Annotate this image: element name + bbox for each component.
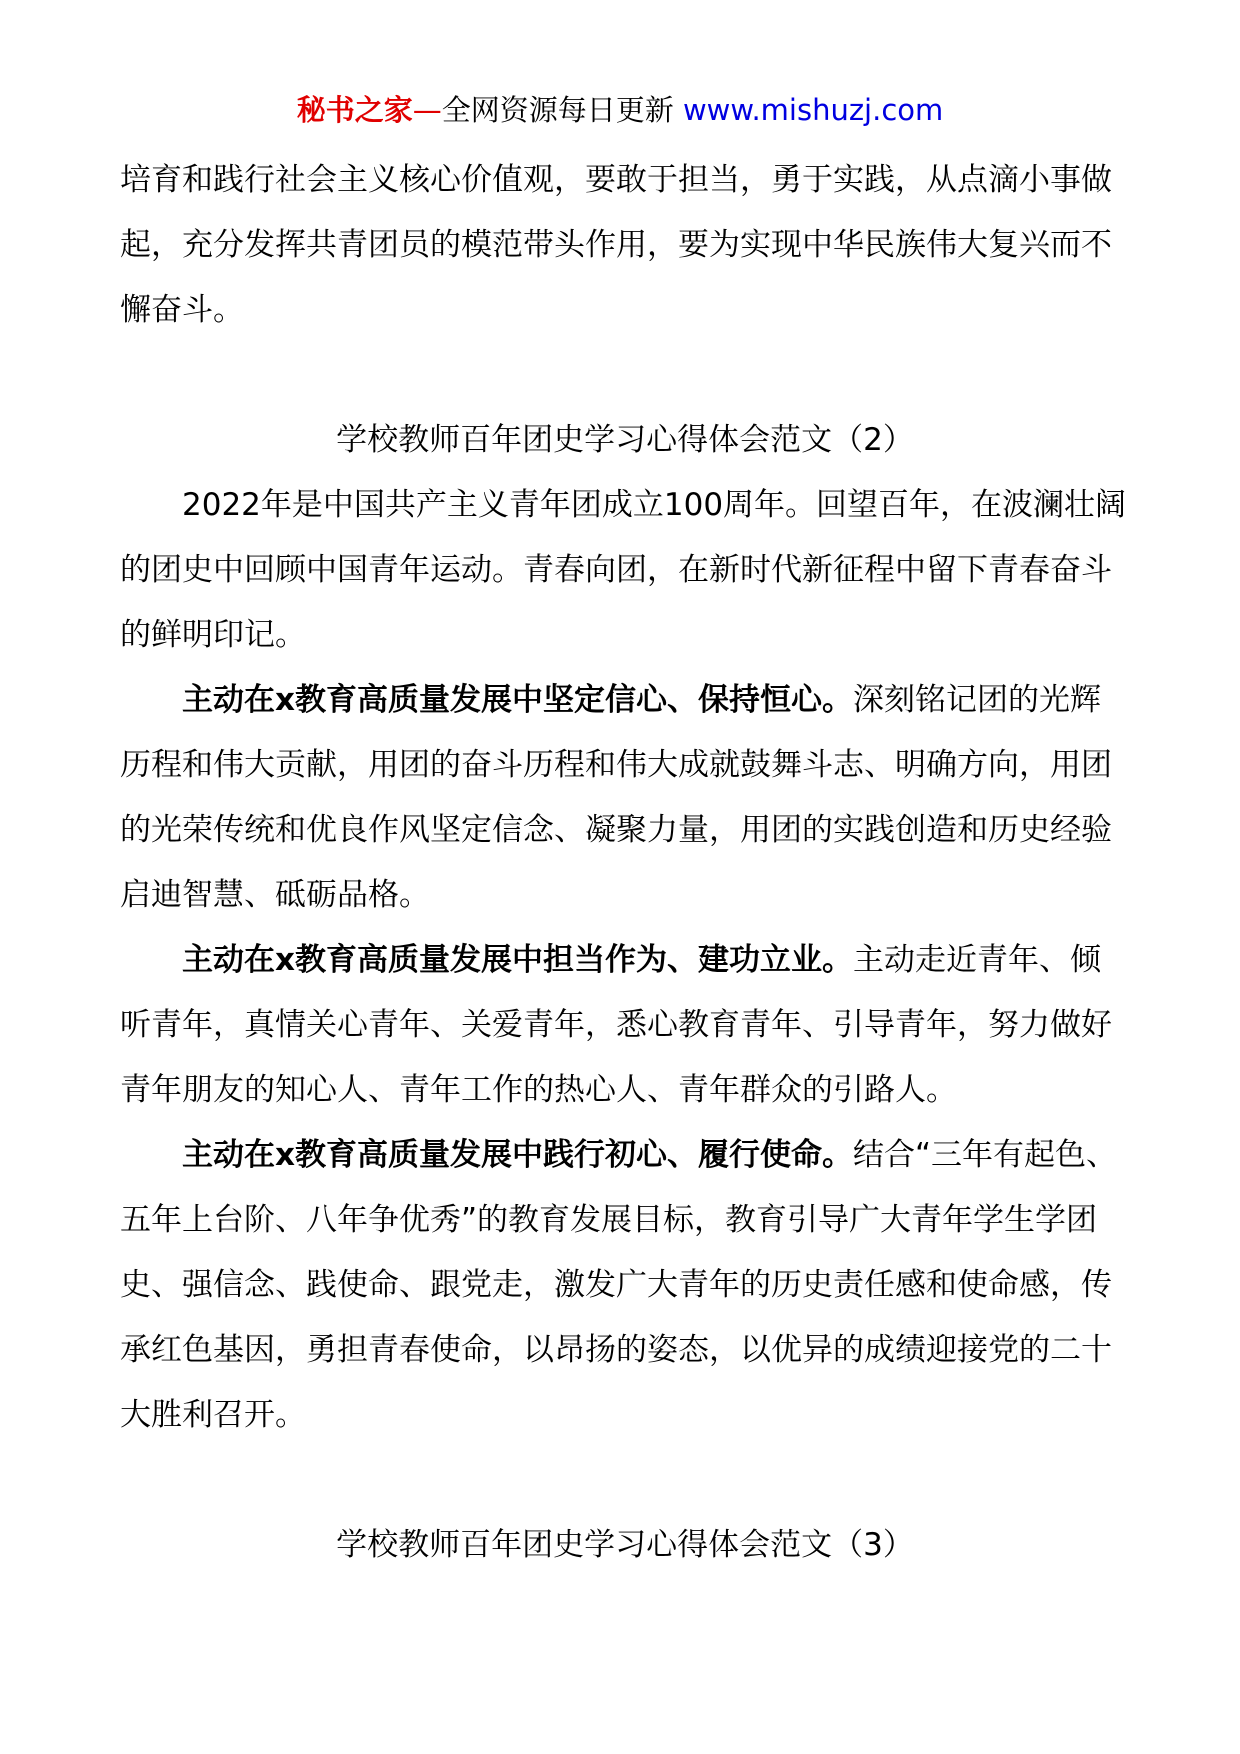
header-dash: —: [412, 93, 442, 127]
continuation-paragraph: 培育和践行社会主义核心价值观，要敢于担当，勇于实践，从点滴小事做起，充分发挥共青团员的模范带头作用，要为实现中华民族伟大复兴而不懈奋斗。: [120, 162, 1112, 328]
point-text: 主动走近青年、倾听青年，真情关心青年、关爱青年，悉心教育青年、引导青年，努力做好青年朋友的知心人、青年工作的热心人、青年群众的引路人。: [120, 942, 1112, 1108]
header-tagline: 全网资源每日更新: [441, 93, 683, 127]
page-header: [0, 88, 1240, 132]
header-brand: 秘书之家: [296, 93, 413, 127]
point-heading: 主动在x教育高质量发展中坚定信心、保持恒心。: [182, 682, 853, 718]
section-gap: [120, 1448, 1130, 1513]
section-gap: [120, 343, 1130, 408]
point-paragraph: [120, 1123, 1130, 1448]
section-2-intro: 2022年是中国共产主义青年团成立100周年。回望百年，在波澜壮阔的团史中回顾中国青年运动。青春向团，在新时代新征程中留下青春奋斗的鲜明印记。: [120, 487, 1127, 653]
point-paragraph: [120, 928, 1130, 1123]
point-heading: 主动在x教育高质量发展中担当作为、建功立业。: [182, 942, 853, 978]
document-body: [120, 148, 1130, 1578]
point-text: 深刻铭记团的光辉历程和伟大贡献，用团的奋斗历程和伟大成就鼓舞斗志、明确方向，用团的光荣传统和优良作风坚定信念、凝聚力量，用团的实践创造和历史经验启迪智慧、砥砺品格。: [120, 682, 1112, 913]
point-paragraph: [120, 668, 1130, 928]
section-2-title: 学校教师百年团史学习心得体会范文（2）: [336, 422, 914, 458]
point-text: 结合“三年有起色、五年上台阶、八年争优秀”的教育发展目标，教育引导广大青年学生学团史、强信念、践使命、跟党走，激发广大青年的历史责任感和使命感，传承红色基因，勇担青春使命，以昂扬的姿态，以优异的成绩迎接党的二十大胜利召开。: [120, 1137, 1118, 1433]
section-3-title: 学校教师百年团史学习心得体会范文（3）: [336, 1527, 914, 1563]
point-heading: 主动在x教育高质量发展中践行初心、履行使命。: [182, 1137, 853, 1173]
header-url[interactable]: www.mishuzj.com: [682, 93, 944, 127]
